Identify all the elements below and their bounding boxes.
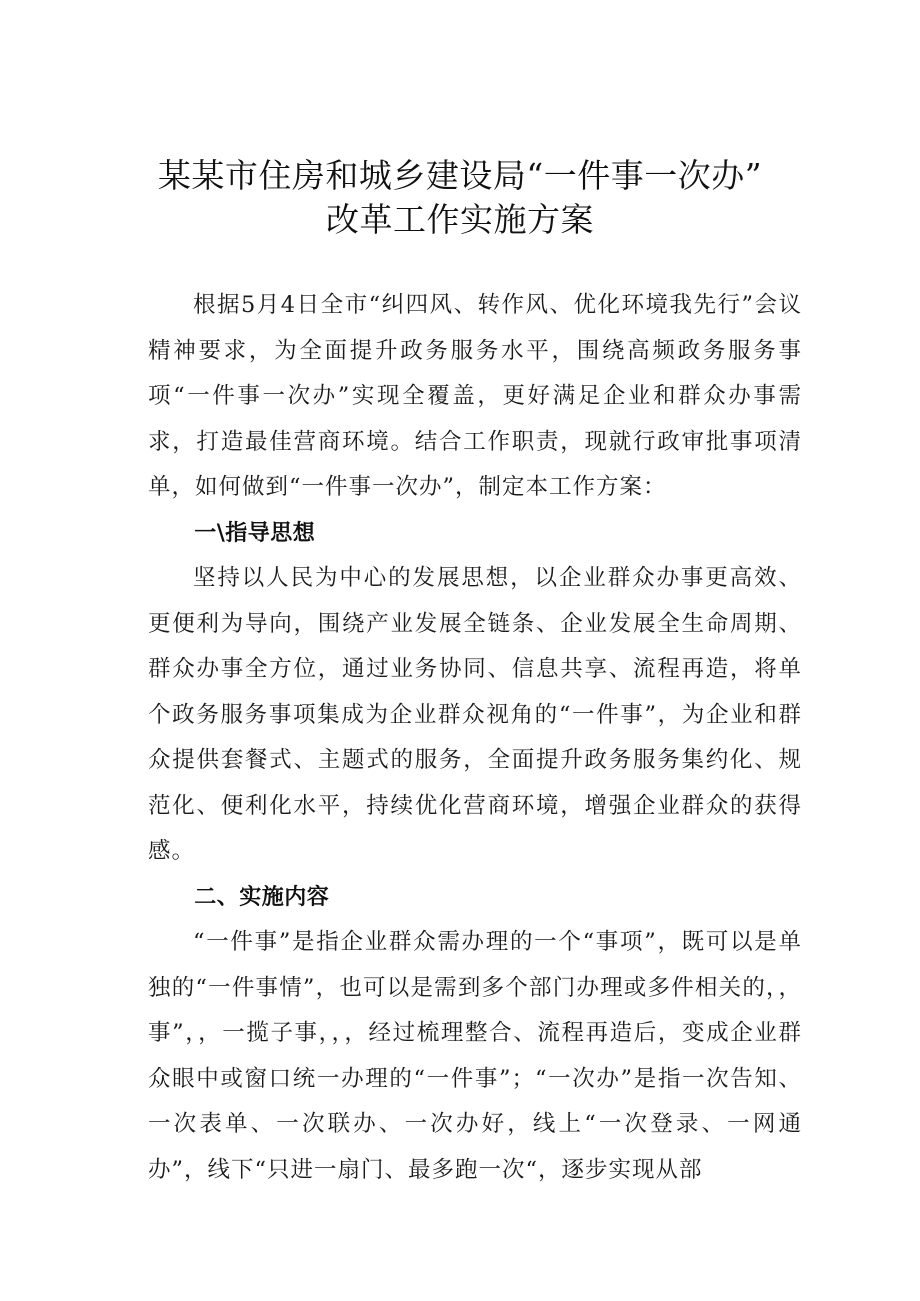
section-heading-guiding-ideology: 一\指导思想 (194, 520, 316, 546)
document-title-line-2: 改革工作实施方案 (326, 200, 594, 239)
document-title-line-1: 某某市住房和城乡建设局“一件事一次办” (157, 156, 763, 195)
document-body (148, 283, 802, 1193)
implementation-paragraph: “一件事”是指企业群众需办理的一个“事项”，既可以是单独的“一件事情”，也可以是需到多个部门办理或多件相关的，，事”，，一揽子事，，，经过梳理整合、流程再造后，变成企业群众眼中或窗口统一办理的“一件事”；“一次办”是指一次告知、一次表单、一次联办、一次办好，线上“一次登录、一网通办”，线下“只进一扇门、最多跑一次“，逐步实现从部 (148, 929, 802, 1183)
guiding-ideology-paragraph: 坚持以人民为中心的发展思想，以企业群众办事更高效、更便利为导向，围绕产业发展全链条、企业发展全生命周期、群众办事全方位，通过业务协同、信息共享、流程再造，将单个政务服务事项集成为企业群众视角的“一件事”，为企业和群众提供套餐式、主题式的服务，全面提升政务服务集约化、规范化、便利化水平，持续优化营商环境，增强企业群众的获得感。 (148, 565, 802, 864)
intro-paragraph: 根据5月4日全市“纠四风、转作风、优化环境我先行”会议精神要求，为全面提升政务服务水平，围绕高频政务服务事项“一件事一次办”实现全覆盖，更好满足企业和群众办事需求，打造最佳营商环境。结合工作职责，现就行政审批事项清单，如何做到“一件事一次办”，制定本工作方案： (148, 292, 802, 500)
section-heading-implementation: 二、实施内容 (194, 884, 330, 910)
